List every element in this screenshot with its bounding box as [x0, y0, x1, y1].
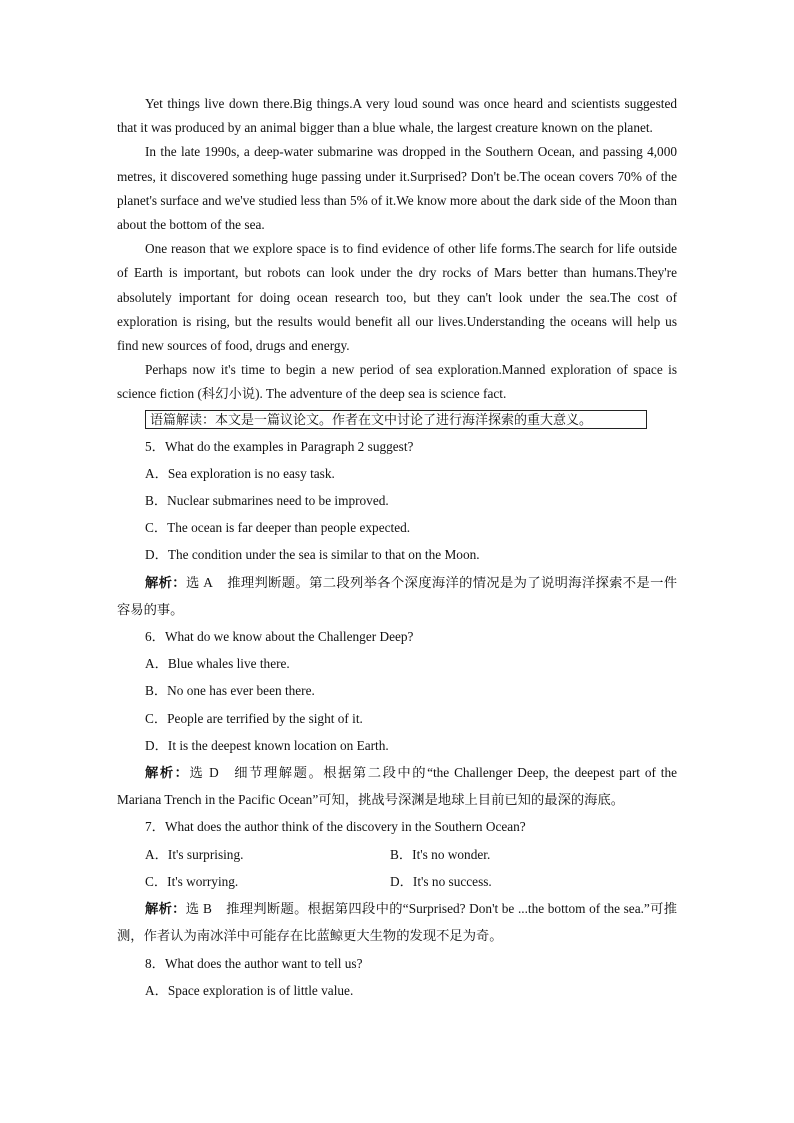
- question-5-option-a: A．Sea exploration is no easy task.: [145, 465, 335, 481]
- question-5-stem: 5．What do the examples in Paragraph 2 suggest?: [145, 438, 414, 454]
- passage-paragraph: One reason that we explore space is to find evidence of other life forms.The search for life outside of Earth is important, but robots can look under the dry rocks of Mars better than humans.They're absolutely important for doing ocean research too, but they can't look under the sea.The cost of exploration is rising, but the results would benefit all our lives.Understanding the oceans will help us find new sources of food, drugs and energy.: [117, 241, 677, 354]
- analysis-type: 推理判断题。: [225, 901, 308, 917]
- analysis-answer: 选 A: [185, 574, 213, 590]
- document-page: [117, 92, 677, 1004]
- analysis-label: 解析：: [145, 574, 186, 590]
- passage-paragraph: Perhaps now it's time to begin a new period of sea exploration.Manned exploration of space is science fiction (科幻小说). The adventure of the deep sea is science fact.: [117, 362, 677, 402]
- analysis-answer: 选 D: [189, 765, 219, 781]
- question-6-option-d: D．It is the deepest known location on Earth.: [145, 737, 389, 753]
- analysis-label: 解析：: [145, 901, 186, 917]
- question-7-option-c: C．It's worrying.: [145, 873, 239, 889]
- question-7-option-b: B．It's no wonder.: [390, 846, 491, 862]
- analysis-label: 解析：: [145, 765, 190, 781]
- question-7-options-row-1: [117, 841, 677, 868]
- question-5-analysis: [117, 569, 677, 623]
- question-6-analysis: [117, 759, 677, 813]
- analysis-text: 第二段列举各个深度海洋的情况是为了说明海洋探索不是一件容易的事。: [117, 574, 678, 617]
- question-6-option-b: B．No one has ever been there.: [145, 683, 315, 699]
- question-5-option-b: B．Nuclear submarines need to be improved.: [145, 493, 389, 509]
- question-5-option-d: D．The condition under the sea is similar to that on the Moon.: [145, 547, 480, 563]
- analysis-type: 推理判断题。: [226, 574, 310, 590]
- analysis-text: 根据第四段中的“Surprised? Don't be ...the bottom of the sea.”可推测，作者认为南冰洋中可能存在比蓝鲸更大生物的发现不足为奇。: [117, 901, 678, 944]
- question-7-option-d: D．It's no success.: [390, 873, 492, 889]
- question-6-stem: 6．What do we know about the Challenger Deep?: [145, 629, 414, 645]
- passage-paragraph: In the late 1990s, a deep-water submarine was dropped in the Southern Ocean, and passing 4,000 metres, it discovered something huge passing under it.Surprised? Don't be.The ocean covers 70% of the planet's surface and we've studied less than 5% of it.We know more about the dark side of the Moon than about the bottom of the sea.: [117, 144, 677, 233]
- passage-paragraph: Yet things live down there.Big things.A very loud sound was once heard and scientists suggested that it was produced by an animal bigger than a blue whale, the largest creature known on the planet.: [117, 96, 677, 136]
- question-8-option-a: A．Space exploration is of little value.: [145, 982, 354, 998]
- question-6-option-a: A．Blue whales live there.: [145, 656, 290, 672]
- question-5-option-c: C．The ocean is far deeper than people expected.: [145, 520, 411, 536]
- question-7-option-a: A．It's surprising.: [145, 846, 244, 862]
- question-8-stem: 8．What does the author want to tell us?: [145, 955, 363, 971]
- analysis-type: 细节理解题。: [232, 765, 324, 781]
- analysis-text: 根据第二段中的“the Challenger Deep, the deepest part of the Mariana Trench in the Pacific Ocean”可知，挑战号深渊是地球上目前已知的最深的海底。: [117, 765, 678, 808]
- analysis-answer: 选 B: [185, 901, 212, 917]
- question-7-options-row-2: [117, 868, 677, 895]
- passage-summary-box: 语篇解读：本文是一篇议论文。作者在文中讨论了进行海洋探索的重大意义。: [145, 410, 647, 429]
- question-7-analysis: [117, 895, 677, 949]
- question-6-option-c: C．People are terrified by the sight of it.: [145, 710, 363, 726]
- question-7-stem: 7．What does the author think of the discovery in the Southern Ocean?: [145, 819, 526, 835]
